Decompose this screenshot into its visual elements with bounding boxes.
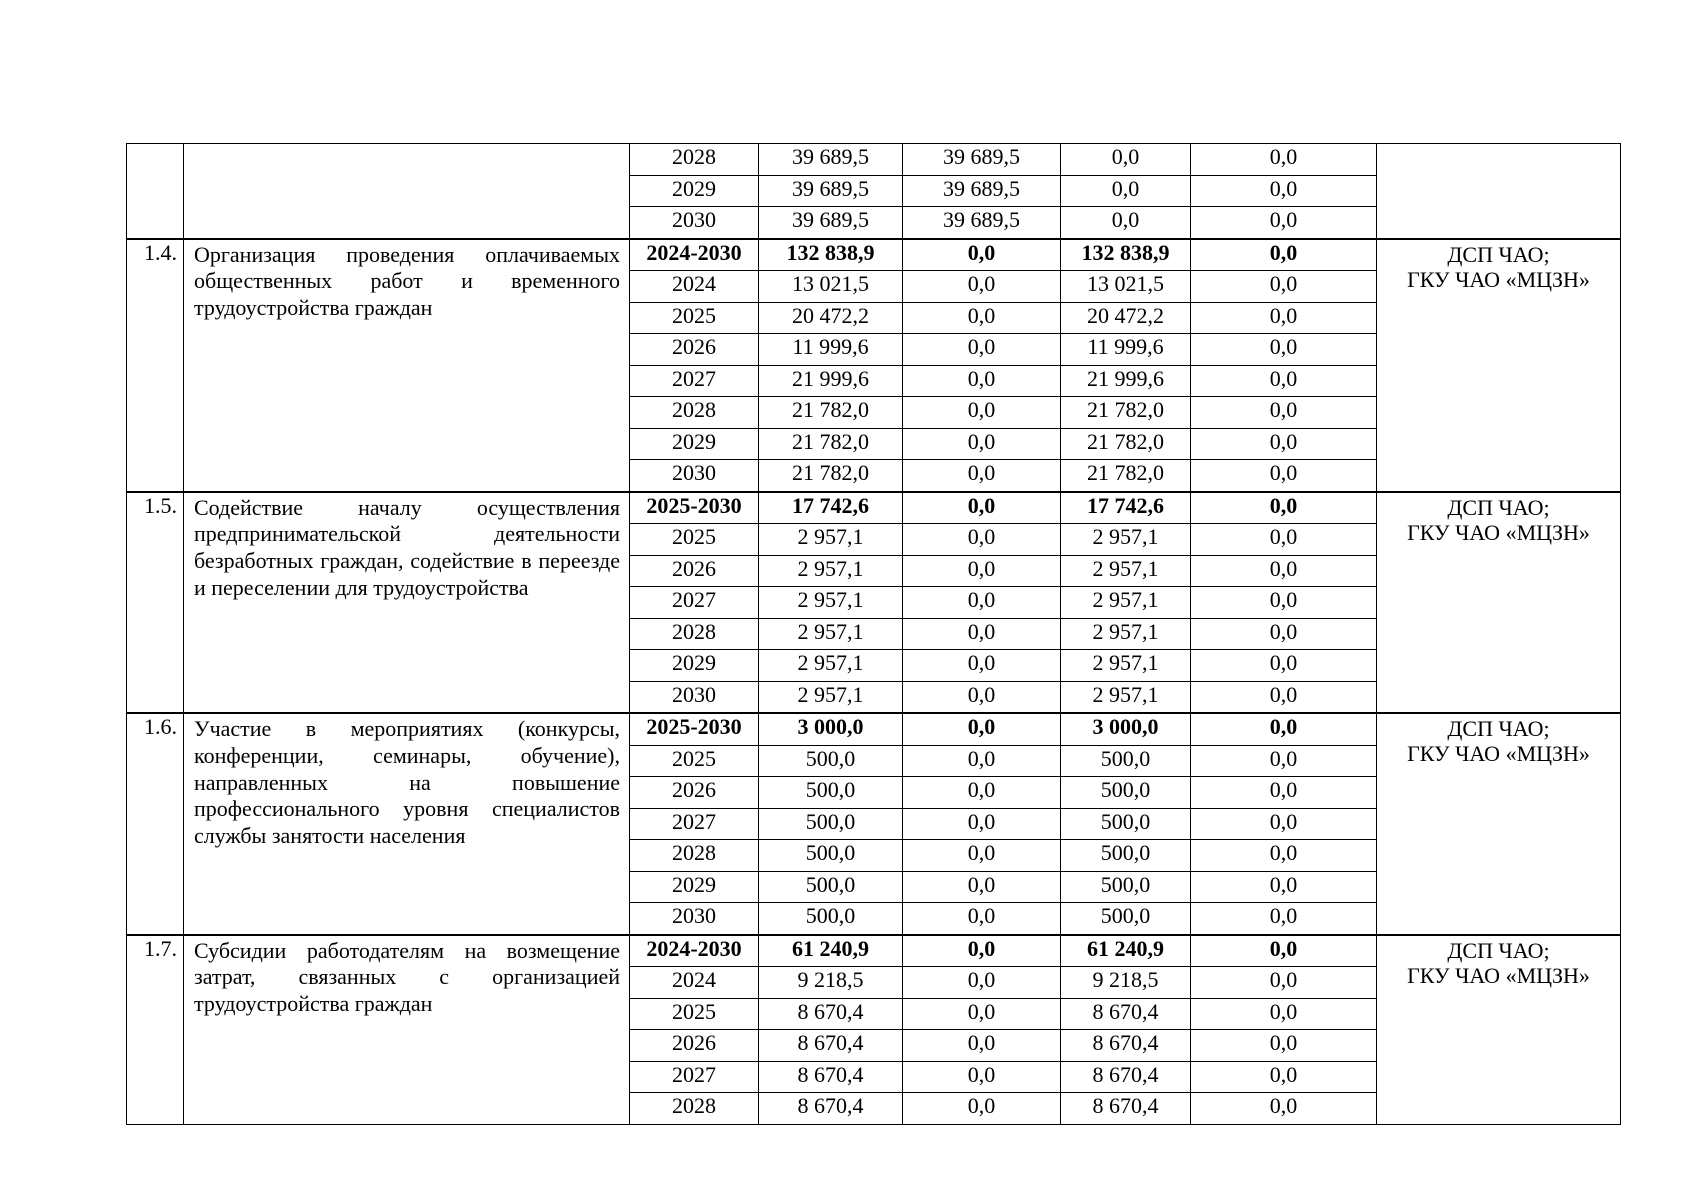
activity-name: [184, 144, 630, 239]
amount-cell-c3: 0,0: [1191, 271, 1377, 303]
amount-cell-total: 500,0: [759, 871, 903, 903]
period-cell: 2028: [630, 397, 759, 429]
table-total-row: [127, 492, 1621, 524]
amount-cell-c1: 0,0: [903, 397, 1061, 429]
amount-cell-total: 2 957,1: [759, 524, 903, 556]
amount-cell-c3: 0,0: [1191, 745, 1377, 777]
amount-cell-c1: 0,0: [903, 302, 1061, 334]
responsible-line: ГКУ ЧАО «МЦЗН»: [1407, 741, 1590, 767]
responsible-line: ГКУ ЧАО «МЦЗН»: [1407, 962, 1590, 988]
item-number: 1.4.: [127, 239, 184, 492]
amount-cell-total: 21 782,0: [759, 428, 903, 460]
activity-name: Содействие началу осуществления предпринимательской деятельности безработных граждан, содействие в переезде и переселении для трудоустройства: [184, 492, 630, 714]
amount-cell-total: 8 670,4: [759, 998, 903, 1030]
amount-cell-c3: 0,0: [1191, 650, 1377, 682]
amount-cell-c1: 0,0: [903, 334, 1061, 366]
amount-cell-c3: 0,0: [1191, 1093, 1377, 1125]
amount-cell-c1: 0,0: [903, 650, 1061, 682]
amount-cell-c3: 0,0: [1191, 239, 1377, 271]
period-cell: 2024-2030: [630, 239, 759, 271]
amount-cell-c1: 0,0: [903, 967, 1061, 999]
amount-cell-c2: 21 782,0: [1061, 460, 1191, 492]
budget-table-body: [127, 144, 1621, 1125]
amount-cell-c3: 0,0: [1191, 555, 1377, 587]
amount-cell-c2: 0,0: [1061, 144, 1191, 176]
amount-cell-c1: 0,0: [903, 935, 1061, 967]
amount-cell-total: 39 689,5: [759, 207, 903, 239]
amount-cell-c3: 0,0: [1191, 207, 1377, 239]
amount-cell-c2: 0,0: [1061, 175, 1191, 207]
amount-cell-c3: 0,0: [1191, 1061, 1377, 1093]
amount-cell-c2: 2 957,1: [1061, 681, 1191, 713]
amount-cell-total: 2 957,1: [759, 681, 903, 713]
amount-cell-total: 2 957,1: [759, 618, 903, 650]
amount-cell-total: 11 999,6: [759, 334, 903, 366]
amount-cell-c1: 0,0: [903, 1061, 1061, 1093]
amount-cell-c2: 17 742,6: [1061, 492, 1191, 524]
amount-cell-c3: 0,0: [1191, 397, 1377, 429]
amount-cell-c2: 13 021,5: [1061, 271, 1191, 303]
amount-cell-c1: 0,0: [903, 587, 1061, 619]
amount-cell-c2: 61 240,9: [1061, 935, 1191, 967]
amount-cell-c3: 0,0: [1191, 144, 1377, 176]
amount-cell-c1: 0,0: [903, 524, 1061, 556]
amount-cell-c1: 0,0: [903, 903, 1061, 935]
period-cell: 2026: [630, 1030, 759, 1062]
item-number: [127, 144, 184, 239]
period-cell: 2030: [630, 207, 759, 239]
amount-cell-c1: 0,0: [903, 808, 1061, 840]
amount-cell-c3: 0,0: [1191, 460, 1377, 492]
amount-cell-c1: 0,0: [903, 871, 1061, 903]
amount-cell-c2: 2 957,1: [1061, 555, 1191, 587]
amount-cell-c2: 20 472,2: [1061, 302, 1191, 334]
period-cell: 2028: [630, 144, 759, 176]
amount-cell-c2: 500,0: [1061, 777, 1191, 809]
table-total-row: [127, 713, 1621, 745]
amount-cell-c1: 0,0: [903, 239, 1061, 271]
responsible-line: ГКУ ЧАО «МЦЗН»: [1407, 266, 1590, 292]
item-number: 1.6.: [127, 713, 184, 935]
responsible-cell: [1377, 144, 1621, 239]
amount-cell-c2: 0,0: [1061, 207, 1191, 239]
responsible-cell: [1377, 713, 1621, 935]
amount-cell-c3: 0,0: [1191, 998, 1377, 1030]
amount-cell-c2: 2 957,1: [1061, 618, 1191, 650]
amount-cell-total: 17 742,6: [759, 492, 903, 524]
amount-cell-c3: 0,0: [1191, 618, 1377, 650]
amount-cell-c2: 8 670,4: [1061, 998, 1191, 1030]
amount-cell-c3: 0,0: [1191, 302, 1377, 334]
amount-cell-c2: 2 957,1: [1061, 587, 1191, 619]
amount-cell-c1: 39 689,5: [903, 144, 1061, 176]
item-number: 1.5.: [127, 492, 184, 714]
period-cell: 2027: [630, 1061, 759, 1093]
amount-cell-total: 8 670,4: [759, 1093, 903, 1125]
amount-cell-c3: 0,0: [1191, 935, 1377, 967]
amount-cell-total: 132 838,9: [759, 239, 903, 271]
amount-cell-total: 13 021,5: [759, 271, 903, 303]
amount-cell-c2: 500,0: [1061, 808, 1191, 840]
amount-cell-total: 3 000,0: [759, 713, 903, 745]
amount-cell-c1: 0,0: [903, 1030, 1061, 1062]
amount-cell-total: 8 670,4: [759, 1030, 903, 1062]
amount-cell-total: 2 957,1: [759, 555, 903, 587]
responsible-line: ГКУ ЧАО «МЦЗН»: [1407, 519, 1590, 545]
responsible-cell: [1377, 239, 1621, 492]
period-cell: 2027: [630, 808, 759, 840]
period-cell: 2026: [630, 334, 759, 366]
table-row: [127, 144, 1621, 176]
amount-cell-total: 39 689,5: [759, 175, 903, 207]
activity-name: Субсидии работодателям на возмещение затрат, связанных с организацией трудоустройства граждан: [184, 935, 630, 1125]
amount-cell-c2: 500,0: [1061, 871, 1191, 903]
amount-cell-c2: 500,0: [1061, 745, 1191, 777]
responsible-cell: [1377, 935, 1621, 1125]
amount-cell-total: 2 957,1: [759, 650, 903, 682]
period-cell: 2025-2030: [630, 492, 759, 524]
amount-cell-c1: 0,0: [903, 681, 1061, 713]
amount-cell-c2: 11 999,6: [1061, 334, 1191, 366]
amount-cell-c1: 0,0: [903, 618, 1061, 650]
amount-cell-c1: 0,0: [903, 1093, 1061, 1125]
amount-cell-c1: 0,0: [903, 271, 1061, 303]
responsible-line: ДСП ЧАО;: [1447, 494, 1550, 520]
amount-cell-total: 500,0: [759, 840, 903, 872]
responsible-line: ДСП ЧАО;: [1447, 937, 1550, 963]
responsible-line: ДСП ЧАО;: [1447, 241, 1550, 267]
amount-cell-c2: 3 000,0: [1061, 713, 1191, 745]
amount-cell-c1: 0,0: [903, 428, 1061, 460]
activity-name: Организация проведения оплачиваемых общественных работ и временного трудоустройства граждан: [184, 239, 630, 492]
amount-cell-c3: 0,0: [1191, 1030, 1377, 1062]
period-cell: 2025-2030: [630, 713, 759, 745]
table-total-row: [127, 935, 1621, 967]
amount-cell-c3: 0,0: [1191, 681, 1377, 713]
amount-cell-c2: 8 670,4: [1061, 1030, 1191, 1062]
period-cell: 2025: [630, 745, 759, 777]
amount-cell-total: 500,0: [759, 777, 903, 809]
amount-cell-c1: 0,0: [903, 840, 1061, 872]
amount-cell-c2: 2 957,1: [1061, 650, 1191, 682]
amount-cell-c2: 2 957,1: [1061, 524, 1191, 556]
amount-cell-c1: 0,0: [903, 998, 1061, 1030]
period-cell: 2026: [630, 777, 759, 809]
period-cell: 2030: [630, 903, 759, 935]
period-cell: 2029: [630, 428, 759, 460]
period-cell: 2028: [630, 1093, 759, 1125]
amount-cell-c2: 21 999,6: [1061, 365, 1191, 397]
amount-cell-total: 20 472,2: [759, 302, 903, 334]
period-cell: 2027: [630, 587, 759, 619]
responsible-cell: [1377, 492, 1621, 714]
amount-cell-c2: 500,0: [1061, 840, 1191, 872]
amount-cell-c3: 0,0: [1191, 840, 1377, 872]
amount-cell-total: 39 689,5: [759, 144, 903, 176]
amount-cell-c3: 0,0: [1191, 175, 1377, 207]
amount-cell-total: 61 240,9: [759, 935, 903, 967]
period-cell: 2028: [630, 618, 759, 650]
period-cell: 2025: [630, 524, 759, 556]
period-cell: 2029: [630, 871, 759, 903]
period-cell: 2025: [630, 302, 759, 334]
period-cell: 2030: [630, 460, 759, 492]
amount-cell-total: 9 218,5: [759, 967, 903, 999]
amount-cell-c1: 39 689,5: [903, 207, 1061, 239]
amount-cell-c1: 0,0: [903, 713, 1061, 745]
period-cell: 2025: [630, 998, 759, 1030]
period-cell: 2029: [630, 175, 759, 207]
amount-cell-c1: 0,0: [903, 365, 1061, 397]
item-number: 1.7.: [127, 935, 184, 1125]
amount-cell-total: 21 782,0: [759, 460, 903, 492]
amount-cell-c3: 0,0: [1191, 713, 1377, 745]
amount-cell-total: 500,0: [759, 745, 903, 777]
amount-cell-total: 500,0: [759, 808, 903, 840]
period-cell: 2026: [630, 555, 759, 587]
amount-cell-c3: 0,0: [1191, 587, 1377, 619]
amount-cell-total: 500,0: [759, 903, 903, 935]
amount-cell-c1: 0,0: [903, 460, 1061, 492]
amount-cell-c1: 39 689,5: [903, 175, 1061, 207]
period-cell: 2029: [630, 650, 759, 682]
amount-cell-c3: 0,0: [1191, 334, 1377, 366]
amount-cell-c3: 0,0: [1191, 524, 1377, 556]
activity-name: Участие в мероприятиях (конкурсы, конференции, семинары, обучение), направленных на повышение профессионального уровня специалистов службы занятости населения: [184, 713, 630, 935]
amount-cell-c3: 0,0: [1191, 808, 1377, 840]
period-cell: 2024-2030: [630, 935, 759, 967]
amount-cell-c3: 0,0: [1191, 492, 1377, 524]
period-cell: 2028: [630, 840, 759, 872]
amount-cell-c3: 0,0: [1191, 428, 1377, 460]
period-cell: 2024: [630, 271, 759, 303]
amount-cell-c3: 0,0: [1191, 967, 1377, 999]
amount-cell-c3: 0,0: [1191, 365, 1377, 397]
amount-cell-total: 21 999,6: [759, 365, 903, 397]
responsible-line: ДСП ЧАО;: [1447, 716, 1550, 741]
period-cell: 2024: [630, 967, 759, 999]
amount-cell-c3: 0,0: [1191, 903, 1377, 935]
amount-cell-total: 8 670,4: [759, 1061, 903, 1093]
amount-cell-c2: 9 218,5: [1061, 967, 1191, 999]
amount-cell-c1: 0,0: [903, 745, 1061, 777]
amount-cell-c2: 132 838,9: [1061, 239, 1191, 271]
amount-cell-c2: 21 782,0: [1061, 428, 1191, 460]
amount-cell-c2: 500,0: [1061, 903, 1191, 935]
budget-table: [126, 143, 1621, 1125]
amount-cell-c1: 0,0: [903, 777, 1061, 809]
table-total-row: [127, 239, 1621, 271]
period-cell: 2027: [630, 365, 759, 397]
amount-cell-c3: 0,0: [1191, 871, 1377, 903]
amount-cell-c1: 0,0: [903, 555, 1061, 587]
period-cell: 2030: [630, 681, 759, 713]
amount-cell-c1: 0,0: [903, 492, 1061, 524]
amount-cell-c2: 8 670,4: [1061, 1061, 1191, 1093]
amount-cell-c3: 0,0: [1191, 777, 1377, 809]
amount-cell-c2: 21 782,0: [1061, 397, 1191, 429]
amount-cell-c2: 8 670,4: [1061, 1093, 1191, 1125]
amount-cell-total: 21 782,0: [759, 397, 903, 429]
amount-cell-total: 2 957,1: [759, 587, 903, 619]
